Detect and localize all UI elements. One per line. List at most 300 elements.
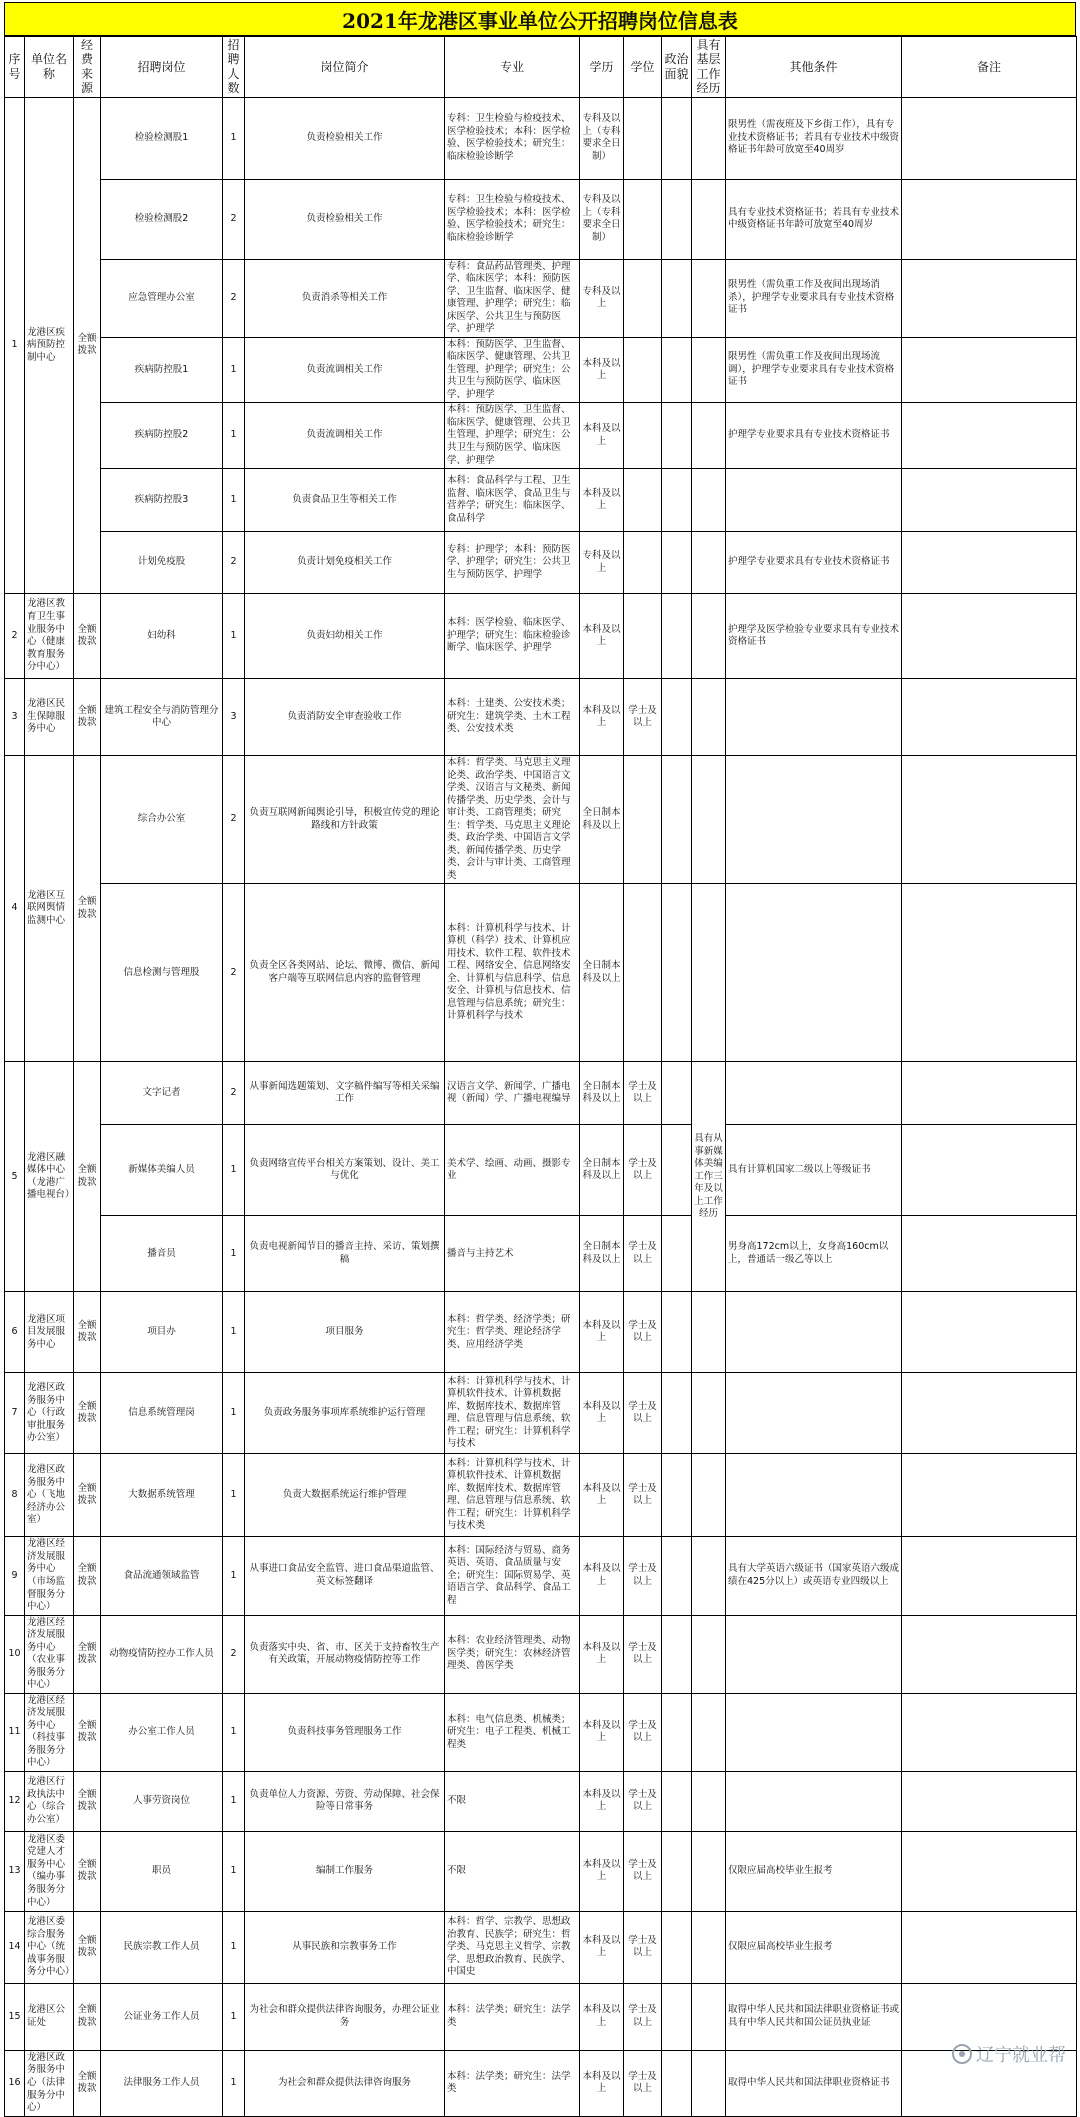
education-requirement: 本科及以上 — [580, 1831, 624, 1911]
grassroots-experience — [692, 1771, 726, 1831]
remark — [902, 1771, 1077, 1831]
education-requirement: 本科及以上 — [580, 1771, 624, 1831]
post-intro: 负责食品卫生等相关工作 — [245, 469, 445, 532]
post-name: 播音员 — [101, 1216, 223, 1292]
table-row — [5, 179, 1077, 259]
table-row — [5, 1831, 1077, 1911]
education-requirement: 本科及以上 — [580, 469, 624, 532]
table-row — [5, 403, 1077, 469]
degree-requirement: 学士及以上 — [624, 1062, 662, 1125]
header-cell: 具有基层工作经历 — [692, 37, 726, 98]
education-requirement: 本科及以上 — [580, 2050, 624, 2116]
political-status — [662, 1693, 692, 1771]
table-row — [5, 1911, 1077, 1983]
degree-requirement: 学士及以上 — [624, 1911, 662, 1983]
post-count: 1 — [223, 469, 245, 532]
funding-source: 全额拨款 — [74, 1693, 101, 1771]
table-row — [5, 469, 1077, 532]
other-conditions: 限男性（需夜班及下乡街工作），具有专业技术资格证书；若具有专业技术中级资格证书年龄可放宽至40周岁 — [726, 97, 902, 179]
unit-name: 龙港区项目发展服务中心 — [25, 1292, 74, 1373]
education-requirement: 本科及以上 — [580, 1615, 624, 1693]
other-conditions — [726, 1771, 902, 1831]
grassroots-experience — [692, 97, 726, 179]
table-row — [5, 756, 1077, 884]
row-number: 1 — [5, 97, 25, 594]
education-requirement: 全日制本科及以上 — [580, 1062, 624, 1125]
education-requirement: 本科及以上 — [580, 679, 624, 756]
table-row — [5, 1983, 1077, 2050]
header-cell: 经费来源 — [74, 37, 101, 98]
remark — [902, 337, 1077, 403]
post-count: 2 — [223, 179, 245, 259]
remark — [902, 532, 1077, 594]
grassroots-experience — [692, 1292, 726, 1373]
post-count: 2 — [223, 884, 245, 1062]
row-number: 6 — [5, 1292, 25, 1373]
post-intro: 负责检验相关工作 — [245, 179, 445, 259]
major-requirement: 不限 — [445, 1771, 580, 1831]
grassroots-experience — [692, 403, 726, 469]
post-intro: 编制工作服务 — [245, 1831, 445, 1911]
degree-requirement — [624, 179, 662, 259]
education-requirement: 本科及以上 — [580, 403, 624, 469]
other-conditions — [726, 1373, 902, 1454]
post-intro: 为社会和群众提供法律咨询服务，办理公证业务 — [245, 1983, 445, 2050]
degree-requirement: 学士及以上 — [624, 679, 662, 756]
row-number: 13 — [5, 1831, 25, 1911]
remark — [902, 1373, 1077, 1454]
header-row — [5, 37, 1077, 98]
other-conditions: 护理学专业要求具有专业技术资格证书 — [726, 532, 902, 594]
row-number: 11 — [5, 1693, 25, 1771]
remark — [902, 1062, 1077, 1125]
major-requirement: 本科：国际经济与贸易、商务英语、英语、食品质量与安全；研究生：国际贸易学、英语语言学、食品科学、食品工程 — [445, 1537, 580, 1615]
political-status — [662, 884, 692, 1062]
row-number: 15 — [5, 1983, 25, 2050]
post-count: 2 — [223, 532, 245, 594]
other-conditions — [726, 756, 902, 884]
political-status — [662, 1216, 692, 1292]
education-requirement: 本科及以上 — [580, 337, 624, 403]
grassroots-experience — [692, 884, 726, 1062]
grassroots-experience — [692, 756, 726, 884]
remark — [902, 1125, 1077, 1216]
post-name: 综合办公室 — [101, 756, 223, 884]
grassroots-experience — [692, 1911, 726, 1983]
degree-requirement — [624, 259, 662, 337]
major-requirement: 专科：护理学；本科：预防医学、护理学；研究生：公共卫生与预防医学、护理学 — [445, 532, 580, 594]
grassroots-experience — [692, 1373, 726, 1454]
post-name: 信息检测与管理股 — [101, 884, 223, 1062]
other-conditions: 限男性（需负重工作及夜间出现场流调），护理学专业要求具有专业技术资格证书 — [726, 337, 902, 403]
education-requirement: 本科及以上 — [580, 1454, 624, 1537]
post-name: 法律服务工作人员 — [101, 2050, 223, 2116]
funding-source: 全额拨款 — [74, 1292, 101, 1373]
other-conditions — [726, 1454, 902, 1537]
table-row — [5, 1615, 1077, 1693]
row-number: 7 — [5, 1373, 25, 1454]
political-status — [662, 179, 692, 259]
degree-requirement: 学士及以上 — [624, 1983, 662, 2050]
other-conditions: 取得中华人民共和国法律职业资格证书或具有中华人民共和国公证员执业证 — [726, 1983, 902, 2050]
degree-requirement: 学士及以上 — [624, 1125, 662, 1216]
remark — [902, 679, 1077, 756]
degree-requirement: 学士及以上 — [624, 1537, 662, 1615]
other-conditions — [726, 679, 902, 756]
table-row — [5, 1292, 1077, 1373]
post-name: 公证业务工作人员 — [101, 1983, 223, 2050]
post-name: 人事劳资岗位 — [101, 1771, 223, 1831]
other-conditions — [726, 884, 902, 1062]
remark — [902, 756, 1077, 884]
major-requirement: 本科：计算机科学与技术、计算机软件技术、计算机数据库、数据库技术、数据库管理、信息管理与信息系统、软件工程；研究生：计算机科学与技术类 — [445, 1454, 580, 1537]
political-status — [662, 1292, 692, 1373]
political-status — [662, 756, 692, 884]
unit-name: 龙港区民生保障服务中心 — [25, 679, 74, 756]
education-requirement: 本科及以上 — [580, 1983, 624, 2050]
unit-name: 龙港区教育卫生事业服务中心（健康教育服务分中心） — [25, 594, 74, 679]
political-status — [662, 97, 692, 179]
post-name: 疾病防控股1 — [101, 337, 223, 403]
funding-source: 全额拨款 — [74, 97, 101, 594]
political-status — [662, 532, 692, 594]
remark — [902, 1615, 1077, 1693]
table-row — [5, 1373, 1077, 1454]
post-count: 1 — [223, 594, 245, 679]
remark — [902, 403, 1077, 469]
post-intro: 负责消防安全审查验收工作 — [245, 679, 445, 756]
major-requirement: 本科：农业经济管理类、动物医学类；研究生：农林经济管理类、兽医学类 — [445, 1615, 580, 1693]
post-name: 职员 — [101, 1831, 223, 1911]
header-cell: 招聘人数 — [223, 37, 245, 98]
grassroots-experience — [692, 679, 726, 756]
other-conditions — [726, 1292, 902, 1373]
degree-requirement — [624, 594, 662, 679]
political-status — [662, 1831, 692, 1911]
post-name: 新媒体美编人员 — [101, 1125, 223, 1216]
post-name: 检验检测股1 — [101, 97, 223, 179]
grassroots-experience — [692, 2050, 726, 2116]
political-status — [662, 594, 692, 679]
unit-name: 龙港区经济发展服务中心（市场监督服务分中心） — [25, 1537, 74, 1615]
political-status — [662, 1454, 692, 1537]
unit-name: 龙港区政务服务中心（法律服务分中心） — [25, 2050, 74, 2116]
major-requirement: 本科：计算机科学与技术、计算机软件技术、计算机数据库、数据库技术、数据库管理、信息管理与信息系统、软件工程；研究生：计算机科学与技术 — [445, 1373, 580, 1454]
page-title: 2021年龙港区事业单位公开招聘岗位信息表 — [4, 2, 1076, 36]
post-count: 1 — [223, 2050, 245, 2116]
job-table — [4, 36, 1077, 2117]
remark — [902, 1911, 1077, 1983]
unit-name: 龙港区委党建人才服务中心（编办事务服务分中心） — [25, 1831, 74, 1911]
post-intro: 负责消杀等相关工作 — [245, 259, 445, 337]
funding-source: 全额拨款 — [74, 1454, 101, 1537]
header-cell: 单位名称 — [25, 37, 74, 98]
funding-source: 全额拨款 — [74, 2050, 101, 2116]
other-conditions — [726, 1693, 902, 1771]
political-status — [662, 1771, 692, 1831]
grassroots-experience — [692, 1831, 726, 1911]
row-number: 10 — [5, 1615, 25, 1693]
row-number: 4 — [5, 756, 25, 1062]
post-count: 1 — [223, 1373, 245, 1454]
post-count: 1 — [223, 1693, 245, 1771]
other-conditions: 仅限应届高校毕业生报考 — [726, 1831, 902, 1911]
wechat-logo-icon — [952, 2044, 972, 2064]
major-requirement: 专科：卫生检验与检疫技术、医学检验技术；本科：医学检验、医学检验技术；研究生：临床检验诊断学 — [445, 97, 580, 179]
political-status — [662, 679, 692, 756]
post-intro: 负责计划免疫相关工作 — [245, 532, 445, 594]
grassroots-experience — [692, 594, 726, 679]
table-row — [5, 97, 1077, 179]
header-cell: 专业 — [445, 37, 580, 98]
post-name: 疾病防控股3 — [101, 469, 223, 532]
education-requirement: 本科及以上 — [580, 1373, 624, 1454]
row-number: 9 — [5, 1537, 25, 1615]
watermark-text: 辽宁就业帮 — [976, 2041, 1066, 2067]
header-cell: 学位 — [624, 37, 662, 98]
education-requirement: 专科及以上 — [580, 532, 624, 594]
other-conditions: 具有专业技术资格证书；若具有专业技术中级资格证书年龄可放宽至40周岁 — [726, 179, 902, 259]
grassroots-experience — [692, 1983, 726, 2050]
major-requirement: 美术学、绘画、动画、摄影专业 — [445, 1125, 580, 1216]
political-status — [662, 1062, 692, 1125]
grassroots-experience — [692, 1693, 726, 1771]
post-name: 疾病防控股2 — [101, 403, 223, 469]
post-count: 1 — [223, 1292, 245, 1373]
grassroots-experience — [692, 1537, 726, 1615]
political-status — [662, 469, 692, 532]
degree-requirement: 学士及以上 — [624, 1771, 662, 1831]
degree-requirement: 学士及以上 — [624, 1454, 662, 1537]
table-row — [5, 259, 1077, 337]
remark — [902, 1292, 1077, 1373]
remark — [902, 97, 1077, 179]
post-intro: 从事民族和宗教事务工作 — [245, 1911, 445, 1983]
table-row — [5, 884, 1077, 1062]
header-cell: 其他条件 — [726, 37, 902, 98]
degree-requirement: 学士及以上 — [624, 1216, 662, 1292]
post-count: 1 — [223, 1771, 245, 1831]
major-requirement: 本科：土建类、公安技术类；研究生：建筑学类、土木工程类、公安技术类 — [445, 679, 580, 756]
table-row — [5, 1125, 1077, 1216]
remark — [902, 1454, 1077, 1537]
header-cell: 岗位简介 — [245, 37, 445, 98]
education-requirement: 专科及以上（专科要求全日制） — [580, 97, 624, 179]
post-intro: 负责落实中央、省、市、区关于支持畜牧生产有关政策，开展动物疫情防控等工作 — [245, 1615, 445, 1693]
grassroots-experience — [692, 179, 726, 259]
grassroots-experience — [692, 532, 726, 594]
remark — [902, 179, 1077, 259]
unit-name: 龙港区公证处 — [25, 1983, 74, 2050]
post-count: 1 — [223, 1911, 245, 1983]
remark — [902, 259, 1077, 337]
degree-requirement: 学士及以上 — [624, 2050, 662, 2116]
degree-requirement — [624, 337, 662, 403]
other-conditions — [726, 469, 902, 532]
major-requirement: 不限 — [445, 1831, 580, 1911]
funding-source: 全额拨款 — [74, 756, 101, 1062]
post-intro: 负责全区各类网站、论坛、微博、微信、新闻客户端等互联网信息内容的监督管理 — [245, 884, 445, 1062]
unit-name: 龙港区行政执法中心（综合办公室） — [25, 1771, 74, 1831]
table-row — [5, 337, 1077, 403]
political-status — [662, 403, 692, 469]
grassroots-experience: 具有从事新媒体美编工作三年及以上工作经历 — [692, 1062, 726, 1292]
post-name: 妇幼科 — [101, 594, 223, 679]
grassroots-experience — [692, 259, 726, 337]
row-number: 14 — [5, 1911, 25, 1983]
header-cell: 备注 — [902, 37, 1077, 98]
post-intro: 从事进口食品安全监管、进口食品渠道监管、英文标签翻译 — [245, 1537, 445, 1615]
unit-name: 龙港区融媒体中心（龙港广播电视台） — [25, 1062, 74, 1292]
other-conditions: 具有计算机国家二级以上等级证书 — [726, 1125, 902, 1216]
post-name: 食品流通领域监管 — [101, 1537, 223, 1615]
post-name: 建筑工程安全与消防管理分中心 — [101, 679, 223, 756]
education-requirement: 全日制本科及以上 — [580, 1216, 624, 1292]
degree-requirement: 学士及以上 — [624, 1292, 662, 1373]
post-name: 应急管理办公室 — [101, 259, 223, 337]
post-intro: 负责流调相关工作 — [245, 337, 445, 403]
funding-source: 全额拨款 — [74, 1373, 101, 1454]
remark — [902, 1831, 1077, 1911]
political-status — [662, 1125, 692, 1216]
political-status — [662, 1911, 692, 1983]
funding-source: 全额拨款 — [74, 1537, 101, 1615]
other-conditions: 仅限应届高校毕业生报考 — [726, 1911, 902, 1983]
major-requirement: 本科：食品科学与工程、卫生监督、临床医学、食品卫生与营养学；研究生：临床医学、食品科学 — [445, 469, 580, 532]
degree-requirement — [624, 97, 662, 179]
post-intro: 负责科技事务管理服务工作 — [245, 1693, 445, 1771]
post-intro: 从事新闻选题策划、文字稿件编写等相关采编工作 — [245, 1062, 445, 1125]
other-conditions: 具有大学英语六级证书（国家英语六级成绩在425分以上）或英语专业四级以上 — [726, 1537, 902, 1615]
row-number: 2 — [5, 594, 25, 679]
major-requirement: 本科：电气信息类、机械类；研究生：电子工程类、机械工程类 — [445, 1693, 580, 1771]
unit-name: 龙港区经济发展服务中心（农业事务服务分中心） — [25, 1615, 74, 1693]
major-requirement: 本科：哲学类、经济学类；研究生：哲学类、理论经济学类、应用经济学类 — [445, 1292, 580, 1373]
unit-name: 龙港区互联网舆情监测中心 — [25, 756, 74, 1062]
post-intro: 负责流调相关工作 — [245, 403, 445, 469]
major-requirement: 播音与主持艺术 — [445, 1216, 580, 1292]
major-requirement: 专科：食品药品管理类、护理学、临床医学；本科：预防医学、卫生监督、临床医学、健康管理、护理学；研究生：临床医学、公共卫生与预防医学、护理学 — [445, 259, 580, 337]
header-cell: 政治面貌 — [662, 37, 692, 98]
unit-name: 龙港区疾病预防控制中心 — [25, 97, 74, 594]
table-row — [5, 679, 1077, 756]
funding-source: 全额拨款 — [74, 594, 101, 679]
row-number: 16 — [5, 2050, 25, 2116]
table-row — [5, 2050, 1077, 2116]
watermark — [952, 2041, 1066, 2067]
education-requirement: 本科及以上 — [580, 1693, 624, 1771]
post-intro: 负责网络宣传平台相关方案策划、设计、美工与优化 — [245, 1125, 445, 1216]
education-requirement: 全日制本科及以上 — [580, 1125, 624, 1216]
other-conditions — [726, 1615, 902, 1693]
education-requirement: 本科及以上 — [580, 1911, 624, 1983]
degree-requirement — [624, 532, 662, 594]
major-requirement: 本科：计算机科学与技术、计算机（科学）技术、计算机应用技术、软件工程、软件技术工程、网络安全、信息网络安全、计算机与信息科学、信息安全、计算机与信息技术、信息管理与信息系统；研究生：计算机科学与技术 — [445, 884, 580, 1062]
unit-name: 龙港区经济发展服务中心（科技事务服务分中心） — [25, 1693, 74, 1771]
post-intro: 负责单位人力资源、劳资、劳动保障、社会保险等日常事务 — [245, 1771, 445, 1831]
degree-requirement: 学士及以上 — [624, 1373, 662, 1454]
other-conditions: 护理学及医学检验专业要求具有专业技术资格证书 — [726, 594, 902, 679]
post-name: 项目办 — [101, 1292, 223, 1373]
political-status — [662, 1615, 692, 1693]
table-row — [5, 1537, 1077, 1615]
post-intro: 项目服务 — [245, 1292, 445, 1373]
degree-requirement: 学士及以上 — [624, 1831, 662, 1911]
post-intro: 负责互联网新闻舆论引导，积极宣传党的理论路线和方针政策 — [245, 756, 445, 884]
post-count: 1 — [223, 1983, 245, 2050]
remark — [902, 1693, 1077, 1771]
education-requirement: 全日制本科及以上 — [580, 884, 624, 1062]
post-count: 1 — [223, 97, 245, 179]
grassroots-experience — [692, 337, 726, 403]
post-count: 1 — [223, 1216, 245, 1292]
post-count: 2 — [223, 259, 245, 337]
remark — [902, 594, 1077, 679]
degree-requirement: 学士及以上 — [624, 1693, 662, 1771]
political-status — [662, 1983, 692, 2050]
major-requirement: 专科：卫生检验与检疫技术、医学检验技术；本科：医学检验、医学检验技术；研究生：临床检验诊断学 — [445, 179, 580, 259]
post-count: 1 — [223, 1125, 245, 1216]
degree-requirement — [624, 469, 662, 532]
remark — [902, 884, 1077, 1062]
education-requirement: 全日制本科及以上 — [580, 756, 624, 884]
education-requirement: 本科及以上 — [580, 1292, 624, 1373]
post-count: 1 — [223, 403, 245, 469]
row-number: 5 — [5, 1062, 25, 1292]
funding-source: 全额拨款 — [74, 1831, 101, 1911]
post-name: 办公室工作人员 — [101, 1693, 223, 1771]
post-name: 信息系统管理岗 — [101, 1373, 223, 1454]
post-count: 3 — [223, 679, 245, 756]
remark — [902, 1537, 1077, 1615]
table-row — [5, 1693, 1077, 1771]
major-requirement: 本科：法学类；研究生：法学类 — [445, 2050, 580, 2116]
remark — [902, 469, 1077, 532]
row-number: 8 — [5, 1454, 25, 1537]
post-name: 民族宗教工作人员 — [101, 1911, 223, 1983]
post-count: 1 — [223, 1537, 245, 1615]
post-name: 检验检测股2 — [101, 179, 223, 259]
post-count: 2 — [223, 1062, 245, 1125]
major-requirement: 本科：预防医学、卫生监督、临床医学、健康管理、公共卫生管理、护理学；研究生：公共卫生与预防医学、临床医学、护理学 — [445, 403, 580, 469]
funding-source: 全额拨款 — [74, 1615, 101, 1693]
unit-name: 龙港区政务服务中心（行政审批服务办公室） — [25, 1373, 74, 1454]
row-number: 12 — [5, 1771, 25, 1831]
education-requirement: 本科及以上 — [580, 594, 624, 679]
political-status — [662, 2050, 692, 2116]
education-requirement: 本科及以上 — [580, 1537, 624, 1615]
row-number: 3 — [5, 679, 25, 756]
post-count: 2 — [223, 756, 245, 884]
post-name: 文字记者 — [101, 1062, 223, 1125]
unit-name: 龙港区政务服务中心（飞地经济办公室） — [25, 1454, 74, 1537]
post-count: 2 — [223, 1615, 245, 1693]
major-requirement: 本科：法学类；研究生：法学类 — [445, 1983, 580, 2050]
post-intro: 为社会和群众提供法律咨询服务 — [245, 2050, 445, 2116]
major-requirement: 本科：哲学、宗教学、思想政治教育、民族学；研究生：哲学类、马克思主义哲学、宗教学、思想政治教育、民族学、中国史 — [445, 1911, 580, 1983]
post-name: 大数据系统管理 — [101, 1454, 223, 1537]
remark — [902, 1216, 1077, 1292]
post-intro: 负责妇幼相关工作 — [245, 594, 445, 679]
education-requirement: 专科及以上 — [580, 259, 624, 337]
major-requirement: 本科：哲学类、马克思主义理论类、政治学类、中国语言文学类、汉语言与文秘类、新闻传播学类、历史学类、会计与审计类、工商管理类；研究生：哲学类、马克思主义理论类、政治学类、中国语言文学类、新闻传播学类、历史学类、会计与审计类、工商管理类 — [445, 756, 580, 884]
other-conditions: 取得中华人民共和国法律职业资格证书 — [726, 2050, 902, 2116]
grassroots-experience — [692, 1615, 726, 1693]
post-count: 1 — [223, 337, 245, 403]
funding-source: 全额拨款 — [74, 1771, 101, 1831]
table-row — [5, 532, 1077, 594]
post-intro: 负责政务服务事项库系统维护运行管理 — [245, 1373, 445, 1454]
